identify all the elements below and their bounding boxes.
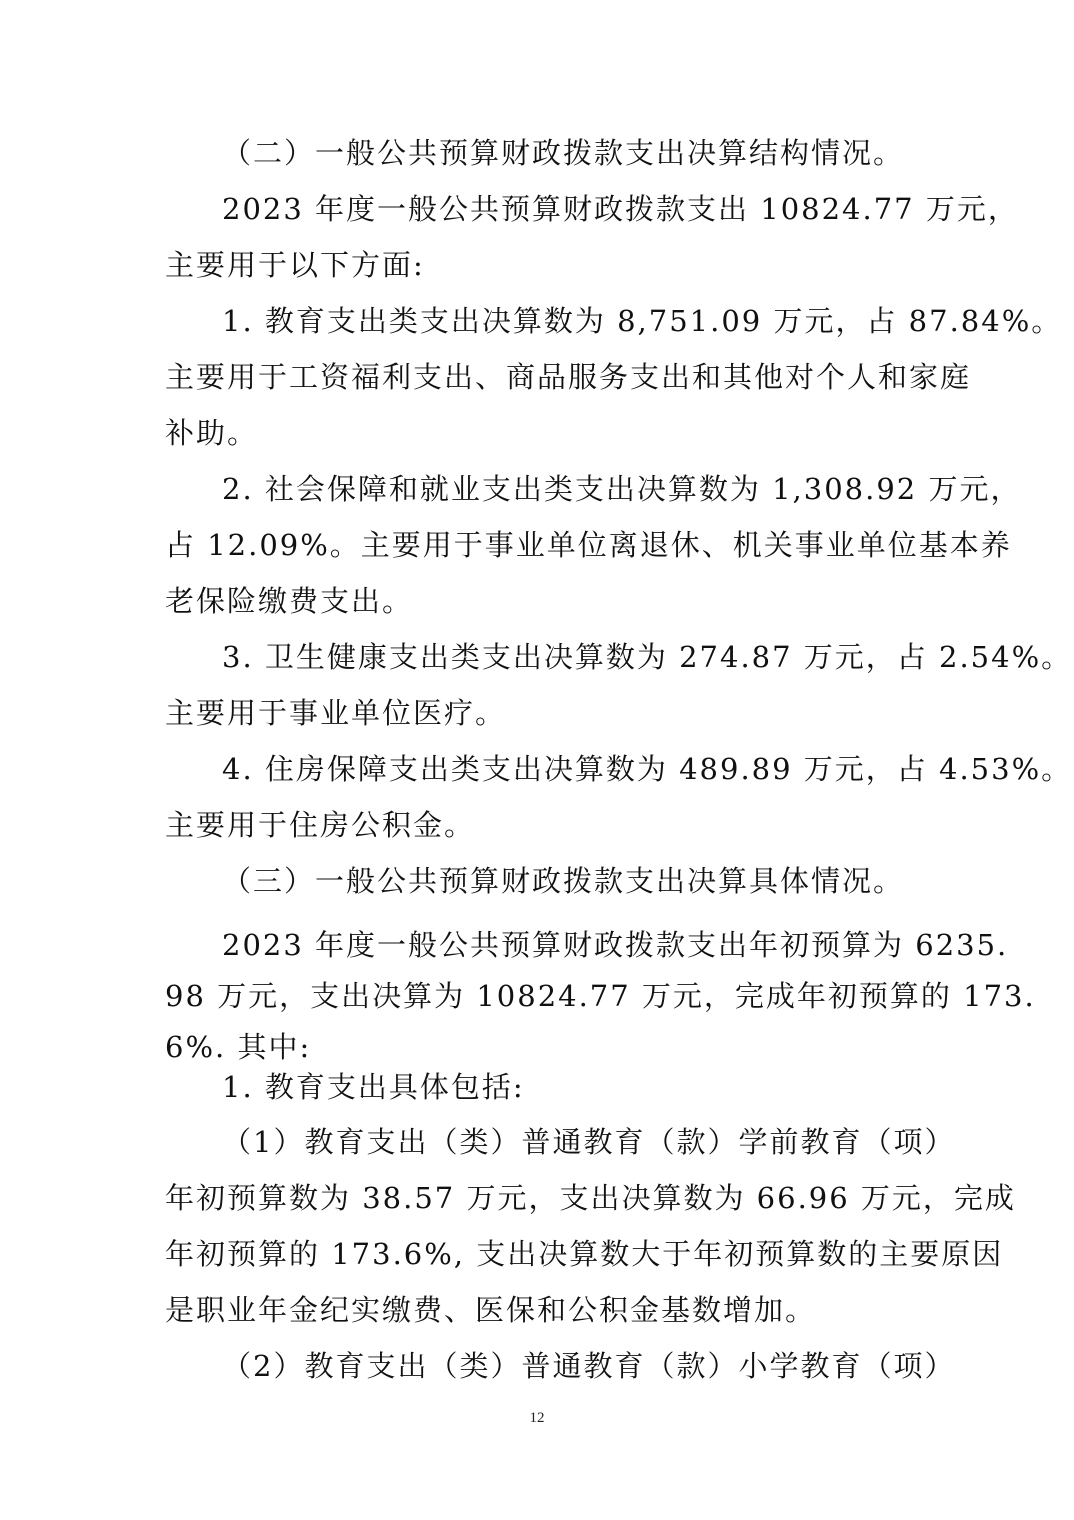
list-item-health: 3. 卫生健康支出类支出决算数为 274.87 万元，占 2.54%。 bbox=[222, 640, 1073, 674]
page-number: 12 bbox=[529, 1410, 545, 1426]
paragraph-line: 主要用于以下方面: bbox=[165, 248, 425, 282]
list-item-housing: 4. 住房保障支出类支出决算数为 489.89 万元，占 4.53%。 bbox=[222, 752, 1073, 786]
list-item-social-security: 2. 社会保障和就业支出类支出决算数为 1,308.92 万元， bbox=[222, 472, 1022, 506]
paragraph-line: 主要用于事业单位医疗。 bbox=[165, 696, 507, 730]
paragraph-line: 主要用于工资福利支出、商品服务支出和其他对个人和家庭 bbox=[165, 360, 972, 394]
paragraph-line: 补助。 bbox=[165, 416, 259, 450]
list-item-education: 1. 教育支出类支出决算数为 8,751.09 万元，占 87.84%。 bbox=[222, 304, 1063, 338]
section-heading-3: （三）一般公共预算财政拨款支出决算具体情况。 bbox=[222, 864, 905, 898]
subheading-education: 1. 教育支出具体包括: bbox=[222, 1070, 525, 1104]
paragraph-line: 是职业年金纪实缴费、医保和公积金基数增加。 bbox=[165, 1293, 817, 1327]
paragraph-line: 老保险缴费支出。 bbox=[165, 584, 414, 618]
section-heading-2: （二）一般公共预算财政拨款支出决算结构情况。 bbox=[222, 136, 905, 170]
sub-item-1: （1）教育支出（类）普通教育（款）学前教育（项） bbox=[222, 1125, 956, 1159]
paragraph-line: 2023 年度一般公共预算财政拨款支出年初预算为 6235. bbox=[222, 928, 1009, 962]
paragraph-line: 2023 年度一般公共预算财政拨款支出 10824.77 万元， bbox=[222, 192, 1019, 226]
paragraph-line: 98 万元，支出决算为 10824.77 万元，完成年初预算的 173. bbox=[165, 979, 1036, 1013]
paragraph-line: 占 12.09%。主要用于事业单位离退休、机关事业单位基本养 bbox=[165, 528, 1012, 562]
paragraph-line: 年初预算数为 38.57 万元，支出决算数为 66.96 万元，完成 bbox=[165, 1181, 1016, 1215]
paragraph-line: 年初预算的 173.6%, 支出决算数大于年初预算数的主要原因 bbox=[165, 1237, 1004, 1271]
paragraph-line: 6%. 其中: bbox=[165, 1030, 312, 1064]
paragraph-line: 主要用于住房公积金。 bbox=[165, 808, 476, 842]
sub-item-2: （2）教育支出（类）普通教育（款）小学教育（项） bbox=[222, 1349, 956, 1383]
